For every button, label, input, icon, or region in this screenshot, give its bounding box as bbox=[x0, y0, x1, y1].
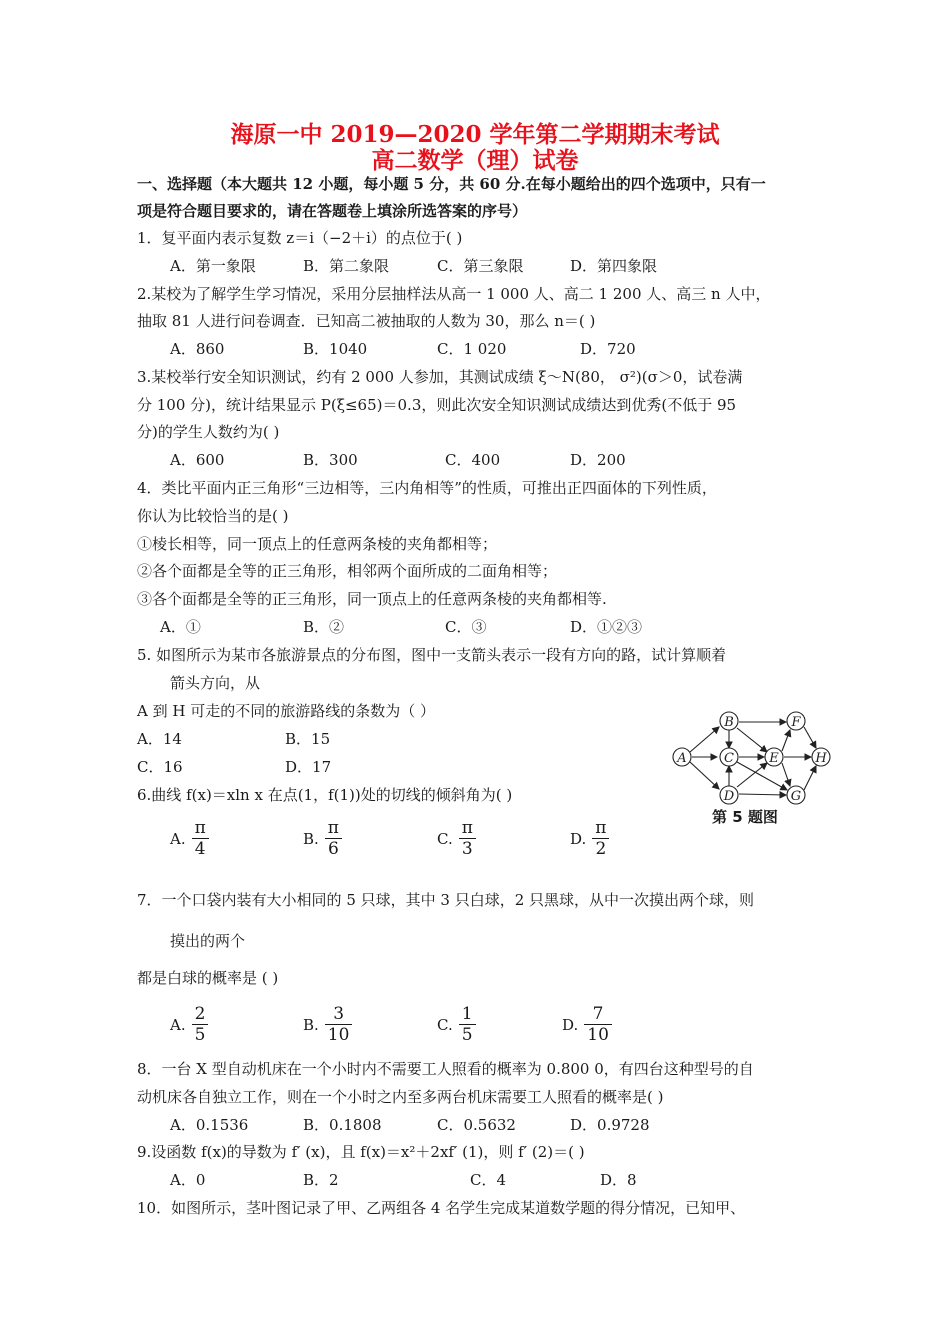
q6-option-a-letter: A. bbox=[170, 829, 186, 848]
q1-option-d: D．第四象限 bbox=[570, 257, 658, 275]
q2-option-a: A．860 bbox=[170, 340, 225, 358]
q6-option-b-num: π bbox=[327, 818, 339, 838]
question-3-stem-cont2: 分)的学生人数约为( ) bbox=[137, 423, 280, 441]
q6-option-a-num: π bbox=[194, 818, 206, 838]
question-2-stem-cont: 抽取 81 人进行问卷调查．已知高二被抽取的人数为 30，那么 n＝( ) bbox=[137, 312, 596, 330]
question-3-stem-cont: 分 100 分)，统计结果显示 P(ξ≤65)＝0.3，则此次安全知识测试成绩达到优秀(不低于 95 bbox=[137, 396, 737, 414]
q3-option-c: C．400 bbox=[445, 451, 501, 469]
q4-option-c: C．③ bbox=[445, 618, 487, 636]
edge-d-e bbox=[737, 763, 767, 787]
q7-option-b-letter: B. bbox=[303, 1015, 319, 1034]
question-4-item-2: ②各个面都是全等的正三角形，相邻两个面所成的二面角相等； bbox=[137, 562, 558, 580]
q5-figure-caption: 第 5 题图 bbox=[712, 808, 778, 826]
q7-option-d bbox=[562, 1004, 612, 1045]
q7-option-d-den: 10 bbox=[584, 1024, 612, 1045]
edge-c-g bbox=[737, 762, 787, 790]
q3-option-d: D．200 bbox=[570, 451, 626, 469]
q8-option-b: B．0.1808 bbox=[303, 1116, 382, 1134]
q1-option-a: A．第一象限 bbox=[170, 257, 256, 275]
q7-option-a bbox=[170, 1004, 208, 1045]
q9-option-d: D．8 bbox=[600, 1171, 637, 1189]
q7-option-c-letter: C. bbox=[437, 1015, 453, 1034]
q7-option-a-den: 5 bbox=[192, 1024, 209, 1045]
q9-option-a: A．0 bbox=[170, 1171, 206, 1189]
node-label-c: C bbox=[724, 751, 734, 766]
q5-option-a: A．14 bbox=[137, 730, 182, 748]
q6-option-b-letter: B. bbox=[303, 829, 319, 848]
q7-option-a-letter: A. bbox=[170, 1015, 186, 1034]
q5-route-graph-figure bbox=[668, 710, 868, 810]
edge-d-g bbox=[739, 794, 786, 795]
edge-e-f bbox=[782, 730, 790, 751]
q3-option-a: A．600 bbox=[170, 451, 225, 469]
exam-title: 海原一中 2019—2020 学年第二学期期末考试 bbox=[230, 121, 720, 148]
q3-option-b: B．300 bbox=[303, 451, 358, 469]
node-label-e: E bbox=[769, 751, 779, 766]
edge-a-d bbox=[690, 762, 719, 789]
question-5-stem-cont: 箭头方向，从 bbox=[170, 674, 261, 692]
question-4-stem-cont: 你认为比较恰当的是( ) bbox=[137, 507, 289, 525]
question-6-stem: 6.曲线 f(x)＝xln x 在点(1，f(1))处的切线的倾斜角为( ) bbox=[137, 786, 513, 804]
question-7-stem: 7．一个口袋内装有大小相同的 5 只球，其中 3 只白球，2 只黑球，从中一次摸出两个球，则 bbox=[137, 891, 755, 909]
question-4-item-3: ③各个面都是全等的正三角形，同一顶点上的任意两条棱的夹角都相等. bbox=[137, 590, 607, 608]
node-label-b: B bbox=[724, 715, 734, 730]
section-heading-cont: 项是符合题目要求的，请在答题卷上填涂所选答案的序号） bbox=[137, 202, 528, 220]
node-label-f: F bbox=[791, 715, 801, 730]
question-5-stem-cont2: A 到 H 可走的不同的旅游路线的条数为（ ） bbox=[137, 702, 435, 720]
q2-option-b: B．1040 bbox=[303, 340, 368, 358]
question-2-stem: 2.某校为了解学生学习情况，采用分层抽样法从高一 1 000 人、高二 1 200 人、高三 n 人中， bbox=[137, 285, 771, 303]
q6-option-a bbox=[170, 818, 209, 859]
q6-option-c-letter: C. bbox=[437, 829, 453, 848]
q9-option-b: B．2 bbox=[303, 1171, 339, 1189]
q1-option-b: B．第二象限 bbox=[303, 257, 390, 275]
edge-g-h bbox=[804, 766, 816, 790]
q6-option-d-letter: D. bbox=[570, 829, 587, 848]
q7-option-b-den: 10 bbox=[325, 1024, 353, 1045]
q6-option-c bbox=[437, 818, 476, 859]
q6-option-d-num: π bbox=[595, 818, 607, 838]
q7-option-c bbox=[437, 1004, 476, 1045]
q8-option-a: A．0.1536 bbox=[170, 1116, 249, 1134]
q6-option-b-den: 6 bbox=[325, 838, 342, 859]
question-4-stem: 4．类比平面内正三角形“三边相等，三内角相等”的性质，可推出正四面体的下列性质， bbox=[137, 479, 717, 497]
q6-option-b bbox=[303, 818, 342, 859]
q5-option-d: D．17 bbox=[285, 758, 332, 776]
edge-b-e bbox=[737, 728, 767, 752]
q1-option-c: C．第三象限 bbox=[437, 257, 524, 275]
question-1-stem: 1．复平面内表示复数 z＝i（−2＋i）的点位于( ) bbox=[137, 229, 463, 247]
question-7-stem-cont: 摸出的两个 bbox=[170, 932, 246, 950]
question-7-stem-cont2: 都是白球的概率是 ( ) bbox=[137, 969, 279, 987]
node-label-d: D bbox=[723, 789, 735, 804]
q5-option-c: C．16 bbox=[137, 758, 183, 776]
node-label-a: A bbox=[677, 751, 687, 766]
q7-option-d-letter: D. bbox=[562, 1015, 579, 1034]
q7-option-d-num: 7 bbox=[592, 1004, 604, 1024]
q4-option-a: A．① bbox=[160, 618, 201, 636]
q6-option-c-den: 3 bbox=[459, 838, 476, 859]
q7-option-c-den: 5 bbox=[459, 1024, 476, 1045]
q6-option-d-den: 2 bbox=[592, 838, 609, 859]
q4-option-b: B．② bbox=[303, 618, 345, 636]
question-9-stem: 9.设函数 f(x)的导数为 f′ (x)，且 f(x)＝x²＋2xf′ (1)，则 f′ (2)＝( ) bbox=[137, 1143, 585, 1161]
q4-option-d: D．①②③ bbox=[570, 618, 643, 636]
q6-option-a-den: 4 bbox=[192, 838, 209, 859]
q7-option-c-num: 1 bbox=[461, 1004, 473, 1024]
question-5-stem: 5. 如图所示为某市各旅游景点的分布图，图中一支箭头表示一段有方向的路，试计算顺着 bbox=[137, 646, 727, 664]
q7-option-b bbox=[303, 1004, 352, 1045]
question-8-stem: 8．一台 X 型自动机床在一个小时内不需要工人照看的概率为 0.800 0，有四台这种型号的自 bbox=[137, 1060, 754, 1078]
section-heading: 一、选择题（本大题共 12 小题，每小题 5 分，共 60 分.在每小题给出的四个选项中，只有一 bbox=[137, 175, 766, 193]
q9-option-c: C．4 bbox=[470, 1171, 507, 1189]
node-label-g: G bbox=[790, 789, 802, 804]
edge-f-h bbox=[804, 727, 816, 748]
question-3-stem: 3.某校举行安全知识测试，约有 2 000 人参加，其测试成绩 ξ～N(80， σ²)(σ＞0，试卷满 bbox=[137, 368, 743, 386]
q7-option-a-num: 2 bbox=[194, 1004, 206, 1024]
node-label-h: H bbox=[815, 751, 827, 766]
edge-a-b bbox=[690, 727, 719, 752]
question-8-stem-cont: 动机床各自独立工作，则在一个小时之内至多两台机床需要工人照看的概率是( ) bbox=[137, 1088, 664, 1106]
exam-subtitle: 高二数学（理）试卷 bbox=[371, 147, 579, 174]
question-4-item-1: ①棱长相等，同一顶点上的任意两条棱的夹角都相等； bbox=[137, 535, 498, 553]
edge-e-g bbox=[782, 763, 790, 786]
q5-option-b: B．15 bbox=[285, 730, 331, 748]
question-10-stem: 10．如图所示，茎叶图记录了甲、乙两组各 4 名学生完成某道数学题的得分情况，已知甲、 bbox=[137, 1199, 746, 1217]
q2-option-c: C．1 020 bbox=[437, 340, 507, 358]
q8-option-c: C．0.5632 bbox=[437, 1116, 516, 1134]
q6-option-c-num: π bbox=[461, 818, 473, 838]
q2-option-d: D．720 bbox=[580, 340, 636, 358]
q6-option-d bbox=[570, 818, 609, 859]
q7-option-b-num: 3 bbox=[333, 1004, 345, 1024]
q8-option-d: D．0.9728 bbox=[570, 1116, 650, 1134]
